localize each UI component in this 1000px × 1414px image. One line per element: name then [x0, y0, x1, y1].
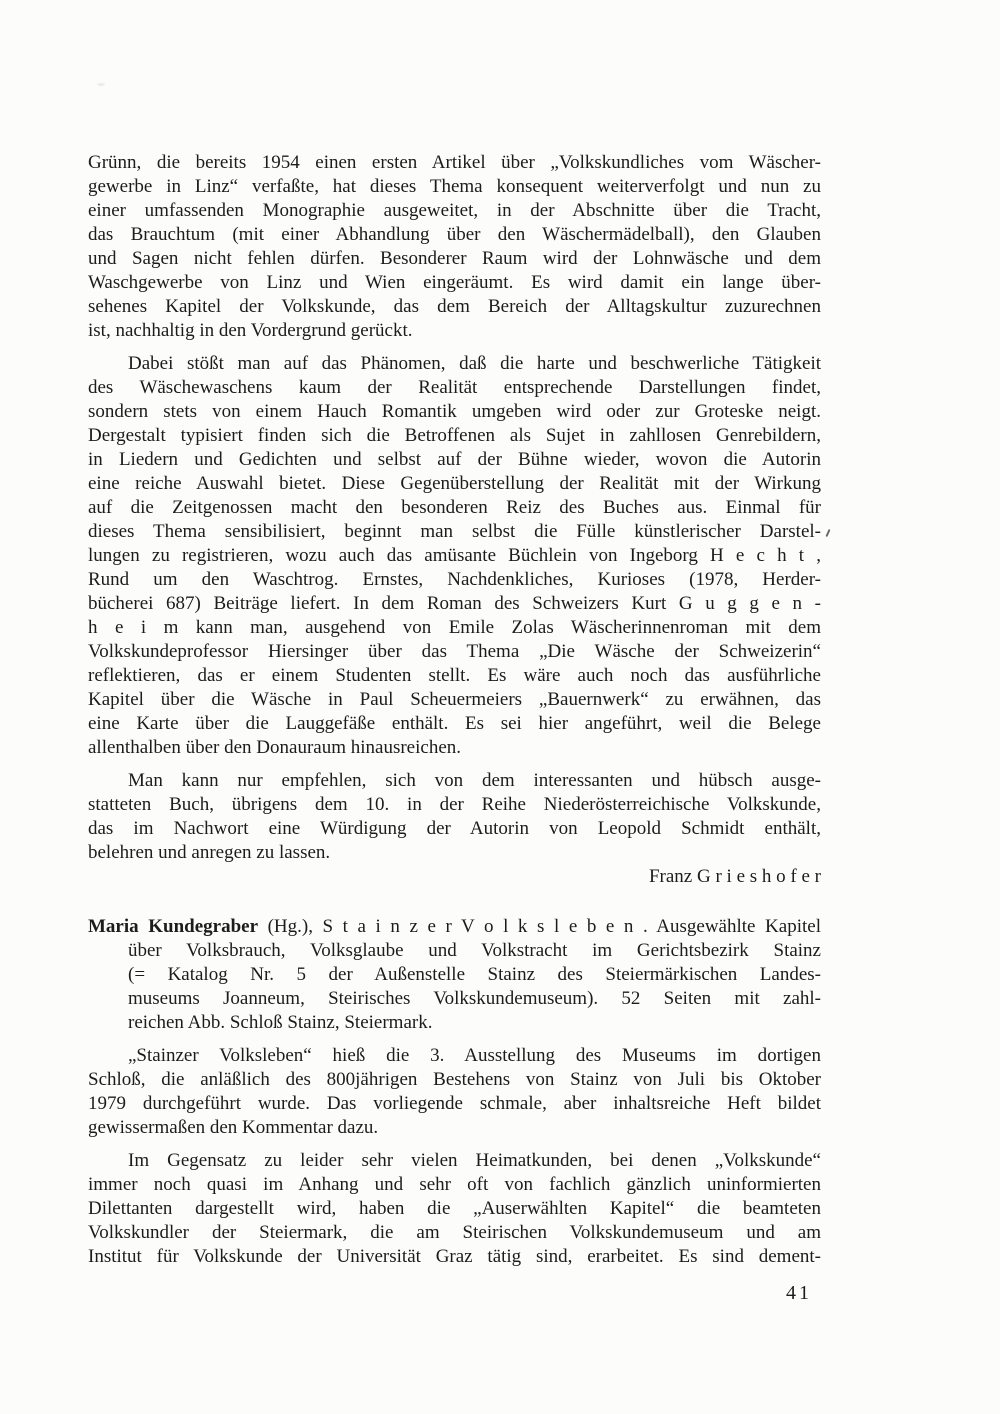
text-line: über Volksbrauch, Volksglaube und Volkstracht im Gerichtsbezirk Stainz: [128, 940, 821, 961]
text-line: museums Joanneum, Steirisches Volkskundemuseum). 52 Seiten mit zahl-: [128, 988, 821, 1009]
text-line: dieses Thema sensibilisiert, beginnt man selbst die Fülle künstlerischer Darstel-: [88, 521, 821, 542]
reviewer-name: Franz G r i e s h o f e r: [648, 866, 821, 887]
entry-continuation: [88, 939, 821, 1035]
text-line: lungen zu registrieren, wozu auch das amüsante Büchlein von Ingeborg H e c h t ,: [88, 545, 821, 566]
scan-smudge-artifact: [97, 83, 105, 86]
text-line: „Stainzer Volksleben“ hieß die 3. Ausstellung des Museums im dortigen: [128, 1045, 821, 1066]
text-line: eine Karte über die Lauggefäße enthält. Es sei hier angeführt, weil die Belege: [88, 713, 821, 734]
bibliography-entry-kundegraber: [88, 915, 821, 1035]
text-line: allenthalben über den Donauraum hinausreichen.: [88, 737, 461, 758]
text-line: und Sagen nicht fehlen dürfen. Besonderer Raum wird der Lohnwäsche und dem: [88, 248, 821, 269]
text-line: gewissermaßen den Kommentar dazu.: [88, 1117, 379, 1138]
text-line: Volkskundler der Steiermark, die am Steirischen Volkskundemuseum und am: [88, 1222, 821, 1243]
text-line: das im Nachwort eine Würdigung der Autorin von Leopold Schmidt enthält,: [88, 818, 821, 839]
scan-tick-artifact: [825, 529, 830, 537]
text-line: Waschgewerbe von Linz und Wien eingeräumt. Es wird damit ein lange über-: [88, 272, 821, 293]
text-line: h e i m kann man, ausgehend von Emile Zolas Wäscherinnenroman mit dem: [88, 617, 821, 638]
paragraph-gruenn-monographie: [88, 151, 821, 343]
entry-author: Maria Kundegraber: [88, 916, 258, 937]
text-line: bücherei 687) Beiträge liefert. In dem Roman des Schweizers Kurt G u g g e n -: [88, 593, 821, 614]
text-line: das Brauchtum (mit einer Abhandlung über den Wäschermädelball), den Glauben: [88, 224, 821, 245]
text-line: gewerbe in Linz“ verfaßte, hat dieses Thema konsequent weiterverfolgt und nun zu: [88, 176, 821, 197]
text-line: des Wäschewaschens kaum der Realität entsprechende Darstellungen findet,: [88, 377, 821, 398]
text-line: belehren und anregen zu lassen.: [88, 842, 331, 863]
text-line: ist, nachhaltig in den Vordergrund gerückt.: [88, 320, 413, 341]
text-line: auf die Zeitgenossen macht den besonderen Reiz des Buches aus. Einmal für: [88, 497, 821, 518]
text-line: statteten Buch, übrigens dem 10. in der Reihe Niederösterreichische Volkskunde,: [88, 794, 821, 815]
text-line: Institut für Volkskunde der Universität Graz tätig sind, erarbeitet. Es sind dement-: [88, 1246, 821, 1267]
text-line: Dilettanten dargestellt wird, haben die „Auserwählten Kapitel“ die beamteten: [88, 1198, 821, 1219]
text-line: in Liedern und Gedichten und selbst auf der Bühne wieder, wovon die Autorin: [88, 449, 821, 470]
text-line: Schloß, die anläßlich des 800jährigen Bestehens von Stainz von Juli bis Oktober: [88, 1069, 821, 1090]
page-number: 41: [786, 1282, 812, 1304]
paragraph-ausstellung-stainz: [88, 1044, 821, 1140]
text-line: reichen Abb. Schloß Stainz, Steiermark.: [128, 1012, 433, 1033]
text-line: Dergestalt typisiert finden sich die Betroffenen als Sujet in zahllosen Genrebildern,: [88, 425, 821, 446]
text-line: Grünn, die bereits 1954 einen ersten Artikel über „Volkskundliches vom Wäscher-: [88, 152, 821, 173]
text-column: [88, 151, 821, 1269]
text-line: Rund um den Waschtrog. Ernstes, Nachdenkliches, Kurioses (1978, Herder-: [88, 569, 821, 590]
text-line: 1979 durchgeführt wurde. Das vorliegende schmale, aber inhaltsreiche Heft bildet: [88, 1093, 821, 1114]
text-line: reflektieren, das er einem Studenten stellt. Es wäre auch noch das ausführliche: [88, 665, 821, 686]
text-line: Volkskundeprofessor Hiersinger über das Thema „Die Wäsche der Schweizerin“: [88, 641, 821, 662]
text-line: Man kann nur empfehlen, sich von dem interessanten und hübsch ausge-: [128, 770, 821, 791]
paragraph-gegensatz-heimatkunden: [88, 1149, 821, 1269]
text-line: (= Katalog Nr. 5 der Außenstelle Stainz des Steiermärkischen Landes-: [128, 964, 821, 985]
text-line: immer noch quasi im Anhang und sehr oft von fachlich gänzlich uninformierten: [88, 1174, 821, 1195]
text-line: sehenes Kapitel der Volkskunde, das dem Bereich der Alltagskultur zuzurechnen: [88, 296, 821, 317]
text-line: eine reiche Auswahl bietet. Diese Gegenüberstellung der Realität mit der Wirkung: [88, 473, 821, 494]
reviewer-signature: [88, 865, 821, 889]
entry-title: (Hg.), S t a i n z e r V o l k s l e b e n . Ausgewählte Kapitel: [258, 916, 821, 937]
text-line: Kapitel über die Wäsche in Paul Scheuermeiers „Bauernwerk“ zu erwähnen, das: [88, 689, 821, 710]
text-line: sondern stets von einem Hauch Romantik umgeben wird oder zur Groteske neigt.: [88, 401, 821, 422]
text-line: Dabei stößt man auf das Phänomen, daß die harte und beschwerliche Tätigkeit: [128, 353, 821, 374]
paragraph-phaenomen-romantik: [88, 352, 821, 760]
entry-first-line: [88, 915, 821, 939]
text-line: einer umfassenden Monographie ausgeweitet, in der Abschnitte über die Tracht,: [88, 200, 821, 221]
paragraph-empfehlung: [88, 769, 821, 865]
text-line: Im Gegensatz zu leider sehr vielen Heimatkunden, bei denen „Volkskunde“: [128, 1150, 821, 1171]
